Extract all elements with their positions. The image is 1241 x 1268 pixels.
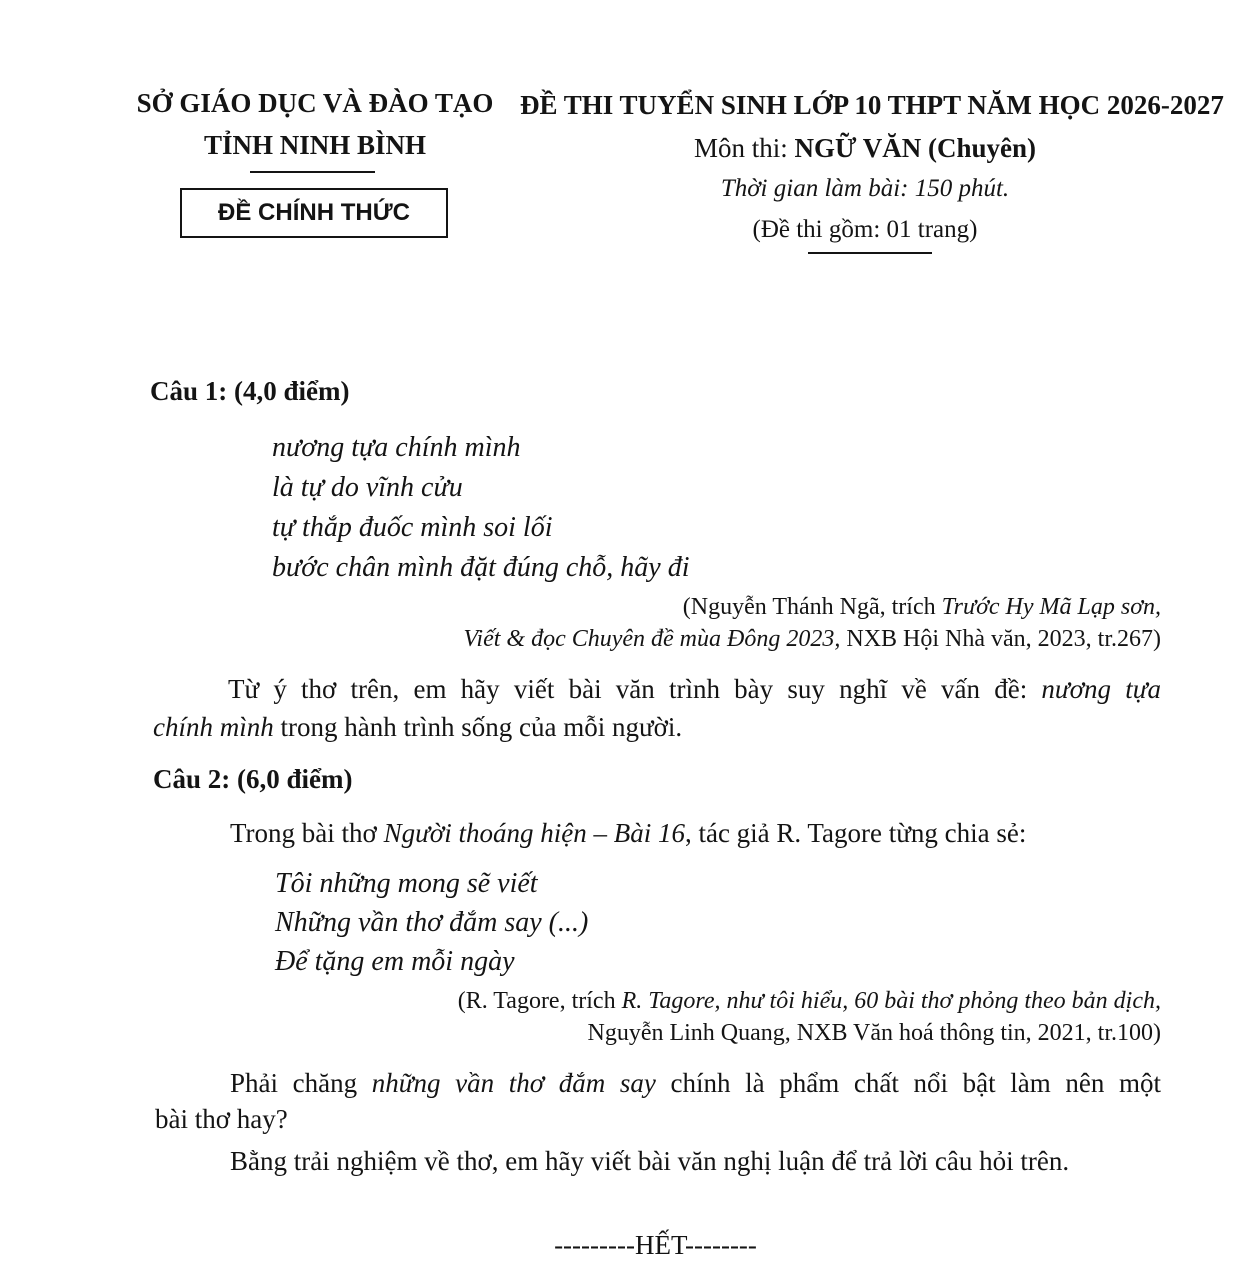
header-right-divider [808, 252, 932, 254]
exam-duration: Thời gian làm bài: 150 phút. [720, 175, 1010, 202]
question1-poem-line: tự thắp đuốc mình soi lối [272, 512, 553, 543]
question1-source-line2 [464, 626, 1161, 653]
official-stamp-box [180, 188, 448, 238]
province-name: TỈNH NINH BÌNH [203, 130, 427, 160]
prompt-text: Từ ý thơ trên, em hãy viết bài văn trình bày suy nghĩ về vấn đề: [228, 674, 1042, 704]
question1-poem-line: nương tựa chính mình [272, 432, 521, 463]
exam-page-count: (Đề thi gồm: 01 trang) [752, 216, 978, 243]
question-text: chính là phẩm chất nổi bật làm nên một [655, 1068, 1161, 1098]
question1-heading: Câu 1: (4,0 điểm) [150, 376, 350, 406]
header-left-divider [250, 171, 375, 173]
question2-poem-line: Những vần thơ đắm say (...) [275, 907, 589, 938]
source-publication: Viết & đọc Chuyên đề mùa Đông 2023, [463, 626, 841, 652]
prompt-keyword: chính mình [153, 712, 274, 742]
poem-title: Người thoáng hiện – Bài 16 [383, 818, 685, 848]
department-name: SỞ GIÁO DỤC VÀ ĐÀO TẠO [136, 88, 494, 118]
exam-subject [520, 133, 1210, 164]
question2-heading: Câu 2: (6,0 điểm) [153, 764, 353, 794]
question1-source-line1 [683, 594, 1161, 621]
question2-question-line2: bài thơ hay? [155, 1104, 288, 1134]
end-mark: ---------HẾT-------- [554, 1230, 757, 1260]
source-text: (R. Tagore, trích [457, 988, 622, 1014]
source-publisher: NXB Hội Nhà văn, 2023, tr.267) [840, 626, 1161, 652]
source-text: (Nguyễn Thánh Ngã, trích [682, 594, 942, 620]
question1-prompt-line1 [228, 674, 1161, 705]
subject-name: NGỮ VĂN (Chuyên) [794, 133, 1037, 163]
question1-prompt-line2 [153, 712, 682, 743]
question2-source-line1 [458, 988, 1161, 1015]
question2-source-line2: Nguyễn Linh Quang, NXB Văn hoá thông tin, 2021, tr.100) [587, 1020, 1161, 1046]
question2-task: Bằng trải nghiệm về thơ, em hãy viết bài văn nghị luận để trả lời câu hỏi trên. [230, 1146, 1070, 1176]
question1-poem-line: bước chân mình đặt đúng chỗ, hãy đi [272, 552, 690, 583]
intro-text: Trong bài thơ [230, 818, 384, 848]
question-keyword: những vần thơ đắm say [371, 1068, 656, 1098]
exam-title: ĐỀ THI TUYỂN SINH LỚP 10 THPT NĂM HỌC 2026-2027 [520, 90, 1224, 120]
question-text: Phải chăng [230, 1068, 372, 1098]
official-label: ĐỀ CHÍNH THỨC [218, 199, 410, 226]
question2-poem-line: Để tặng em mỗi ngày [275, 946, 515, 977]
subject-prefix: Môn thi: [693, 133, 795, 163]
question2-intro [230, 818, 1026, 849]
prompt-keyword: nương tựa [1041, 674, 1161, 704]
prompt-text: trong hành trình sống của mỗi người. [273, 712, 683, 742]
question2-poem-line: Tôi những mong sẽ viết [275, 868, 538, 899]
source-title: R. Tagore, như tôi hiểu, 60 bài thơ phỏng theo bản dịch, [621, 988, 1161, 1014]
question1-poem-line: là tự do vĩnh cửu [272, 472, 463, 503]
question2-question-line1 [230, 1068, 1161, 1099]
source-title: Trước Hy Mã Lạp sơn, [941, 594, 1161, 620]
intro-text: , tác giả R. Tagore từng chia sẻ: [684, 818, 1027, 848]
